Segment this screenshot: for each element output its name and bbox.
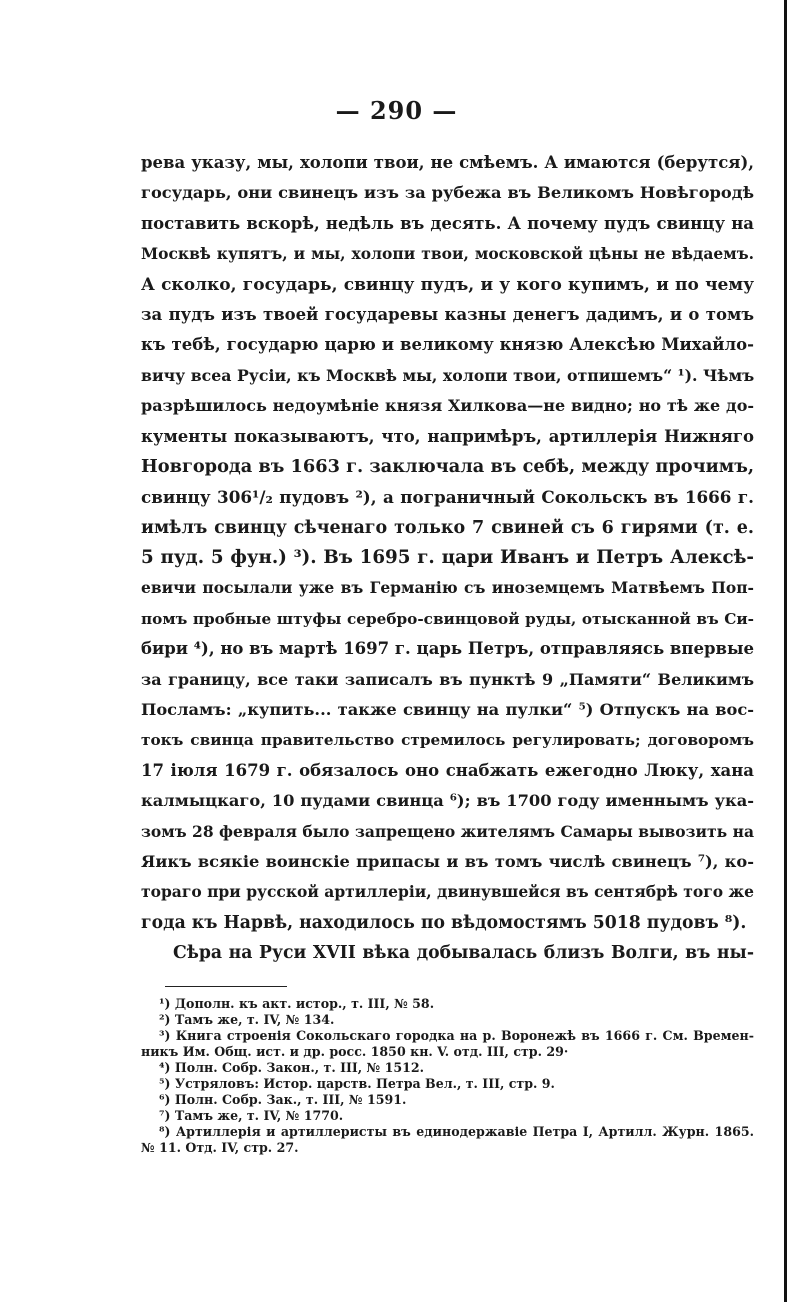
text-line: бири ⁴), но въ мартѣ 1697 г. царь Петръ, отправляясь впервые xyxy=(141,639,754,659)
text-line: Сѣра на Руси XVII вѣка добывалась близъ Волги, въ ны- xyxy=(173,943,754,964)
text-line: евичи посылали уже въ Германію съ иноземцемъ Матвѣемъ Поп- xyxy=(141,578,754,598)
footnote-divider xyxy=(165,986,287,987)
text-line: тораго при русской артиллеріи, двинувшейся въ сентябрѣ того же xyxy=(141,882,754,902)
body-text xyxy=(141,148,754,969)
text-line: имѣлъ свинцу сѣченаго только 7 свиней съ 6 гирями (т. е. xyxy=(141,517,754,538)
footnote: ⁴) Полн. Собр. Закон., т. III, № 1512. xyxy=(159,1060,425,1075)
footnote: ⁶) Полн. Собр. Зак., т. III, № 1591. xyxy=(159,1092,407,1107)
text-line: поставить вскорѣ, недѣль въ десять. А почему пудъ свинцу на xyxy=(141,213,754,233)
text-line: 5 пуд. 5 фун.) ³). Въ 1695 г. цари Иванъ и Петръ Алексѣ- xyxy=(141,547,754,569)
text-line: кументы показываютъ, что, напримѣръ, артиллерія Нижняго xyxy=(141,426,754,446)
text-line: года къ Нарвѣ, находилось по вѣдомостямъ 5018 пудовъ ⁸). xyxy=(141,912,747,933)
footnote-continuation: никъ Им. Общ. ист. и др. росс. 1850 кн. V. отд. III, стр. 29· xyxy=(141,1044,569,1059)
text-line: за границу, все таки записалъ въ пунктѣ 9 „Памяти“ Великимъ xyxy=(141,669,754,689)
text-line: помъ пробные штуфы серебро-свинцовой руды, отысканной въ Си- xyxy=(141,609,754,628)
footnote: ¹) Дополн. къ акт. истор., т. III, № 58. xyxy=(159,996,435,1011)
footnotes xyxy=(141,996,754,1156)
text-line: разрѣшилось недоумѣніе князя Хилкова—не видно; но тѣ же до- xyxy=(141,396,754,416)
text-line: А сколко, государь, свинцу пудъ, и у кого купимъ, и по чему xyxy=(141,274,754,295)
footnote: ⁵) Устряловъ: Истор. царств. Петра Вел., т. III, стр. 9. xyxy=(159,1076,555,1091)
text-line: Москвѣ купятъ, и мы, холопи твои, московской цѣны не вѣдаемъ. xyxy=(141,244,754,264)
text-line: токъ свинца правительство стремилось регулировать; договоромъ xyxy=(141,731,754,750)
text-line: Посламъ: „купить... также свинцу на пулки“ ⁵) Отпускъ на вос- xyxy=(141,700,754,720)
page-number: — 290 — xyxy=(335,96,458,125)
footnote: ³) Книга строенія Сокольскаго городка на р. Воронежѣ въ 1666 г. См. Времен- xyxy=(159,1028,754,1043)
text-line: къ тебѣ, государю царю и великому князю Алексѣю Михайло- xyxy=(141,335,754,355)
text-line: вичу всеа Русіи, къ Москвѣ мы, холопи твои, отпишемъ“ ¹). Чѣмъ xyxy=(141,365,755,385)
footnote: ⁷) Тамъ же, т. IV, № 1770. xyxy=(159,1108,344,1123)
footnote: ²) Тамъ же, т. IV, № 134. xyxy=(159,1012,335,1027)
text-line: за пудъ изъ твоей государевы казны денегъ дадимъ, и о томъ xyxy=(141,304,754,324)
text-line: свинцу 306¹/₂ пудовъ ²), а пограничный Сокольскъ въ 1666 г. xyxy=(141,487,754,508)
page-edge-line xyxy=(784,0,787,1302)
text-line: государь, они свинецъ изъ за рубежа въ Великомъ Новѣгородѣ xyxy=(141,183,754,203)
text-line: 17 іюля 1679 г. обязалось оно снабжать ежегодно Люку, хана xyxy=(141,760,754,780)
text-line: Новгорода въ 1663 г. заключала въ себѣ, между прочимъ, xyxy=(141,455,754,477)
text-line: Яикъ всякіе воинскіе припасы и въ томъ числѣ свинецъ ⁷), ко- xyxy=(141,851,754,871)
footnote-continuation: № 11. Отд. IV, стр. 27. xyxy=(141,1140,299,1155)
text-line: рева указу, мы, холопи твои, не смѣемъ. А имаются (берутся), xyxy=(141,153,754,172)
text-line: калмыцкаго, 10 пудами свинца ⁶); въ 1700 году именнымъ ука- xyxy=(141,791,754,811)
text-line: зомъ 28 февраля было запрещено жителямъ Самары вывозить на xyxy=(141,821,754,841)
footnote: ⁸) Артиллерія и артиллеристы въ единодержавіе Петра I, Артилл. Журн. 1865. xyxy=(159,1124,754,1139)
